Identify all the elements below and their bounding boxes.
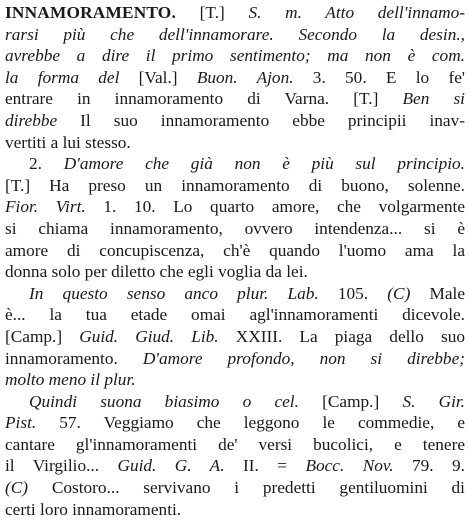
text-run: II. = xyxy=(224,456,306,476)
text-run: Bocc. Nov. xyxy=(305,456,394,476)
text-run: rarsi più che dell'innamorare. Secondo la desin., xyxy=(5,24,465,44)
entry-line xyxy=(5,132,465,154)
entry-line xyxy=(5,499,465,520)
text-run: S. Gir. xyxy=(402,391,465,411)
text-run: 57. Veggiamo che leggono le commedie, e xyxy=(36,413,465,433)
text-run: la forma del xyxy=(5,67,139,87)
text-run: Buon. Ajon. xyxy=(196,67,294,87)
text-run: Ben si xyxy=(402,89,465,109)
text-run: Fior. Virt. xyxy=(5,197,86,217)
sense-number: 2. xyxy=(29,154,64,174)
entry-line xyxy=(5,477,465,499)
entry-line xyxy=(5,45,465,67)
entry-line xyxy=(5,24,465,46)
text-run: amore di concupiscenza, ch'è quando l'uomo ama la xyxy=(5,240,465,260)
entry-line xyxy=(5,412,465,434)
text-run: donna solo per diletto che egli voglia da lei. xyxy=(5,262,308,282)
text-run: direbbe xyxy=(5,110,58,130)
entry-line xyxy=(5,218,465,240)
text-run: Guid. G. A. xyxy=(117,456,225,476)
text-run: S. m. Atto dell'innamo- xyxy=(248,3,465,22)
text-run: 105. xyxy=(318,283,388,303)
text-run: [Camp.] xyxy=(298,391,403,411)
text-run: entrare in innamoramento di Varna. [T.] xyxy=(5,89,403,109)
text-run: D'amore che già non è più sul principio. xyxy=(63,154,465,174)
text-run: innamoramento. xyxy=(5,348,143,368)
entry-line xyxy=(5,67,465,89)
text-run: In questo senso anco plur. Lab. xyxy=(29,283,319,303)
text-run: 1. 10. Lo quarto amore, che volgarmente xyxy=(85,197,465,217)
text-run: Pist. xyxy=(5,413,37,433)
text-run: Costoro... servivano i predetti gentiluomini di xyxy=(28,478,465,498)
entry-line xyxy=(5,326,465,348)
text-run: certi loro innamoramenti. xyxy=(5,499,182,519)
entry-line xyxy=(5,261,465,283)
text-run: Il suo innamoramento ebbe principii inav- xyxy=(57,110,465,130)
entry-line xyxy=(5,434,465,456)
text-run: [Val.] xyxy=(138,67,197,87)
text-run: vertiti a lui stesso. xyxy=(5,132,131,152)
text-run: avrebbe a dire il primo sentimento; ma non è com. xyxy=(5,46,465,66)
entry-line xyxy=(5,391,465,413)
text-run: [T.] Ha preso un innamoramento di buono, solenne. xyxy=(5,175,465,195)
text-run: Quindi suona biasimo o cel. xyxy=(29,391,299,411)
entry-line xyxy=(5,348,465,370)
text-run: [Camp.] xyxy=(5,326,80,346)
text-run: molto meno il plur. xyxy=(5,370,136,390)
text-run: XXIII. La piaga dello suo xyxy=(218,326,465,346)
headword: INNAMORAMENTO. xyxy=(5,3,176,22)
text-run: Guid. Giud. Lib. xyxy=(79,326,219,346)
entry-line xyxy=(5,153,465,175)
text-run: il Virgilio... xyxy=(5,456,118,476)
text-run: si chiama innamoramento, ovvero intendenza... si è xyxy=(5,218,465,238)
text-run: D'amore profondo, non si direbbe; xyxy=(142,348,465,368)
entry-line xyxy=(5,175,465,197)
text-run: (C) xyxy=(387,283,411,303)
entry-line xyxy=(5,110,465,132)
text-run: è... la tua etade omai agl'innamoramenti dicevole. xyxy=(5,305,465,325)
text-run: 79. 9. xyxy=(393,456,465,476)
entry-line xyxy=(5,2,465,24)
entry-line xyxy=(5,283,465,305)
entry-line xyxy=(5,455,465,477)
text-run: (C) xyxy=(5,478,29,498)
entry-line xyxy=(5,369,465,391)
text-run: cantare gl'innamoramenti de' versi bucolici, e tenere xyxy=(5,434,465,454)
text-run: Male xyxy=(410,283,465,303)
entry-line xyxy=(5,88,465,110)
text-run: [T.] xyxy=(175,3,249,22)
entry-line xyxy=(5,304,465,326)
dictionary-entry xyxy=(5,2,465,519)
entry-line xyxy=(5,196,465,218)
text-run: 3. 50. E lo fe' xyxy=(293,67,465,87)
entry-line xyxy=(5,240,465,262)
